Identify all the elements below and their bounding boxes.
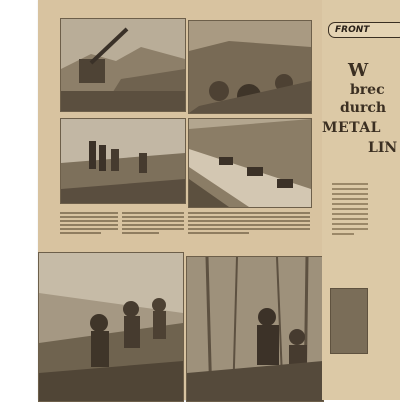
article-text-column [332,180,368,260]
caption-block-right [188,210,310,248]
headline-line-1: W [348,60,369,81]
soldiers-on-hill-photo [60,118,186,204]
rocky-slope-soldiers-photo [188,20,312,114]
headline-line-2: brec [350,82,385,98]
artillery-gun-image [61,19,185,111]
headline-line-5: LIN [368,140,398,156]
soldiers-climbing-image [39,253,183,401]
headline-line-3: durch [340,100,387,116]
rocky-slope-image [189,21,311,113]
soldiers-in-forest-photo [186,256,324,402]
mountain-road-image [189,119,311,207]
soldiers-climbing-photo [38,252,184,402]
magazine-left-page [38,0,322,400]
soldiers-on-hill-image [61,119,185,203]
artillery-gun-photo [60,18,186,112]
caption-block-center [142,212,186,248]
right-page-small-photo [330,288,368,354]
section-label-front [328,22,400,38]
caption-block-left [60,210,118,248]
mountain-road-convoy-photo [188,118,312,208]
soldiers-in-forest-image [187,257,323,401]
section-label-text: FRONT [335,25,370,35]
headline-line-4: METAL [322,120,382,136]
